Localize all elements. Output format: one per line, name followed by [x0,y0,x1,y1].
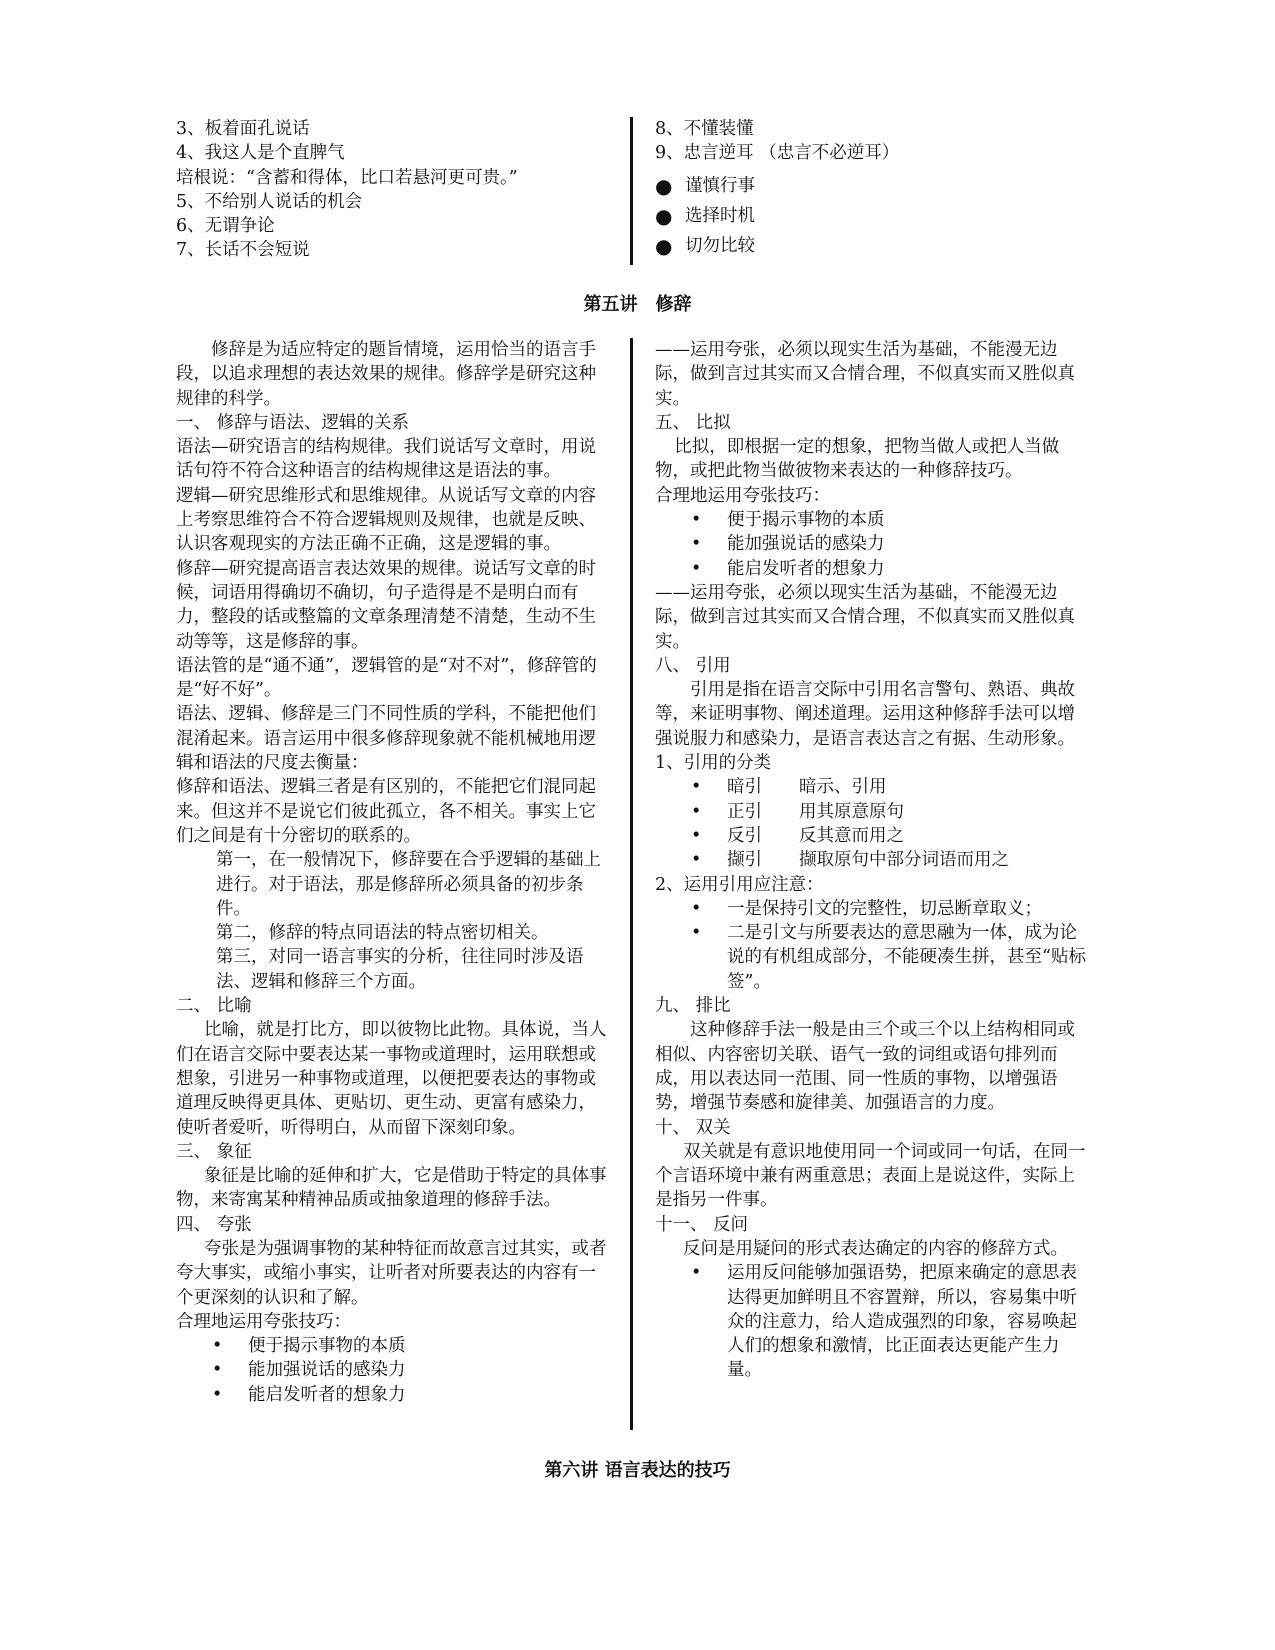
list-item: • 能加强说话的感染力 [176,1358,611,1382]
list-item: ● 选择时机 [655,203,755,228]
paragraph: 修辞—研究提高语言表达效果的规律。说话写文章的时候，词语用得确切不确切，句子造得是不是明白而有力，整段的话或整篇的文章条理清楚不清楚，生动不生动等等，这是修辞的事。 [176,558,596,652]
bullet-icon: • [691,898,702,919]
section-title: 四、 夸张 [176,1214,252,1235]
list-item: ● 谨慎行事 [655,173,755,198]
paragraph: 夸张是为强调事物的某种特征而故意言过其实，或者夸大事实，或缩小事实，让听者对所要表达的内容有一个更深刻的认识和了解。 [176,1238,607,1308]
bullet-icon: • [212,1384,223,1405]
tips-title: 合理地运用夸张技巧： [176,1311,351,1332]
paragraph: 语法、逻辑、修辞是三门不同性质的学科，不能把他们混淆起来。语言运用中很多修辞现象就不能机械地用逻辑和语法的尺度去衡量： [176,704,596,774]
list-item: 5、不给别人说话的机会 [176,191,363,212]
list-item: • 二是引文与所要表达的意思融为一体，成为论说的有机组成部分，不能硬凑生拼，甚至“贴标签”。 [691,923,1086,992]
list-item: • 撷引 撷取原句中部分词语而用之 [655,848,1087,872]
bullet-icon: • [691,534,702,555]
bullet-icon: • [691,510,702,531]
paragraph: 这种修辞手法一般是由三个或三个以上结构相同或相似、内容密切关联、语气一致的词组或语句排列而成，用以表达同一范围、同一性质的事物，以增强语势，增强节奏感和旋律美、加强语言的力度。 [655,1020,1075,1114]
list-item: • 能启发听者的想象力 [655,557,1087,581]
paragraph: 语法管的是“通不通”，逻辑管的是“对不对”，修辞管的是“好不好”。 [176,655,597,701]
section-title: 五、 比拟 [655,412,731,433]
paragraph: 第三，对同一语言事实的分析，往往同时涉及语法、逻辑和修辞三个方面。 [216,947,584,992]
paragraph: ——运用夸张，必须以现实生活为基础，不能漫无边际，做到言过其实而又合情合理，不似真实而又胜似真实。 [655,340,1075,409]
list-item: • 暗引 暗示、引用 [655,775,1087,799]
subsection-title: 2、运用引用应注意： [655,874,824,895]
paragraph: 修辞和语法、逻辑三者是有区别的，不能把它们混同起来。但这并不是说它们彼此孤立，各不相关。事实上它们之间是有十分密切的联系的。 [176,777,596,846]
list-item: • 便于揭示事物的本质 [655,508,1087,532]
section-title: 十一、 反问 [655,1214,749,1235]
bullet-icon: ● [655,173,673,198]
bullet-icon: • [691,1263,702,1284]
paragraph: 引用是指在语言交际中引用名言警句、熟语、典故等，来证明事物、阐述道理。运用这种修辞手法可以增强说服力和感染力，是语言表达言之有据、生动形象。 [655,680,1075,749]
paragraph: 比拟，即根据一定的想象，把物当做人或把人当做物，或把此物当做彼物来表达的一种修辞技巧。 [655,437,1060,482]
bullet-icon: • [691,825,702,846]
paragraph: 双关就是有意识地使用同一个词或同一句话，在同一个言语环境中兼有两重意思；表面上是说这件，实际上是指另一件事。 [655,1141,1086,1211]
subsection-title: 1、引用的分类 [655,753,772,774]
top-left-list [176,117,606,263]
section-title: 八、 引用 [655,655,731,676]
list-item: • 正引 用其原意原句 [655,800,1087,824]
bullet-icon: • [691,923,702,944]
list-item: • 便于揭示事物的本质 [176,1334,611,1358]
list-item: 7、长话不会短说 [176,240,310,261]
list-item: ● 切勿比较 [655,234,755,259]
bullet-icon: ● [655,203,673,228]
column-divider-top [630,117,633,265]
paragraph: 象征是比喻的延伸和扩大，它是借助于特定的具体事物，来寄寓某种精神品质或抽象道理的修辞手法。 [176,1166,607,1211]
section-title: 二、 比喻 [176,996,252,1017]
list-item: 9、忠言逆耳 （忠言不必逆耳） [655,143,900,164]
section-title: 一、 修辞与语法、逻辑的关系 [176,412,410,433]
paragraph: 逻辑—研究思维形式和思维规律。从说话写文章的内容上考察思维符合不符合逻辑规则及规律，也就是反映、认识客观现实的方法正确不正确，这是逻辑的事。 [176,485,596,555]
bullet-icon: • [212,1336,223,1357]
list-item: 8、不懂装懂 [655,119,754,139]
paragraph: 反问是用疑问的形式表达确定的内容的修辞方式。 [683,1238,1068,1259]
column-divider-main [630,338,633,1430]
section-title: 十、 双关 [655,1117,731,1138]
list-item: • 能加强说话的感染力 [655,532,1087,556]
top-right-list [655,117,1095,258]
list-item: • 反引 反其意而用之 [655,824,1087,848]
bullet-icon: ● [655,234,673,259]
paragraph: 第一，在一般情况下，修辞要在合乎逻辑的基础上进行。对于语法，那是修辞所必须具备的初步条件。 [216,850,601,919]
lecture5-title: 第五讲 修辞 [583,294,692,315]
lecture6-title: 第六讲 语言表达的技巧 [544,1460,731,1481]
list-item: 3、板着面孔说话 [176,119,310,139]
list-item: 4、我这人是个直脾气 [176,143,345,164]
left-column [176,338,611,1407]
list-item: 培根说：“含蓄和得体，比口若悬河更可贵。” [176,167,518,188]
list-item: • 一是保持引文的完整性，切忌断章取义； [655,897,1087,921]
bullet-icon: • [691,558,702,579]
bullet-icon: • [691,850,702,871]
list-item: • 能启发听者的想象力 [176,1383,611,1407]
list-item: 6、无谓争论 [176,216,275,237]
paragraph: 第二，修辞的特点同语法的特点密切相关。 [216,923,549,944]
bullet-icon: • [691,801,702,822]
list-item: • 运用反问能够加强语势，把原来确定的意思表达得更加鲜明且不容置辩，所以，容易集中听众的注意力，给人造成强烈的印象，容易唤起人们的想象和激情，比正面表达更能产生力量。 [691,1263,1077,1381]
intro-paragraph: 修辞是为适应特定的题旨情境，运用恰当的语言手段，以追求理想的表达效果的规律。修辞学是研究这种规律的科学。 [176,340,596,409]
bullet-icon: • [691,777,702,798]
right-column [655,338,1087,1383]
paragraph: 比喻，就是打比方，即以彼物比此物。具体说，当人们在语言交际中要表达某一事物或道理时，运用联想或想象，引进另一种事物或道理，以便把要表达的事物或道理反映得更具体、更贴切、更生动、更富有感染力，使听者爱听，听得明白，从而留下深刻印象。 [176,1020,607,1138]
bullet-icon: • [212,1360,223,1381]
paragraph: ——运用夸张，必须以现实生活为基础，不能漫无边际，做到言过其实而又合情合理，不似真实而又胜似真实。 [655,582,1075,652]
tips-title: 合理地运用夸张技巧： [655,485,830,506]
section-title: 三、 象征 [176,1141,252,1162]
section-title: 九、 排比 [655,996,731,1017]
paragraph: 语法—研究语言的结构规律。我们说话写文章时，用说话句符不符合这种语言的结构规律这是语法的事。 [176,437,596,482]
